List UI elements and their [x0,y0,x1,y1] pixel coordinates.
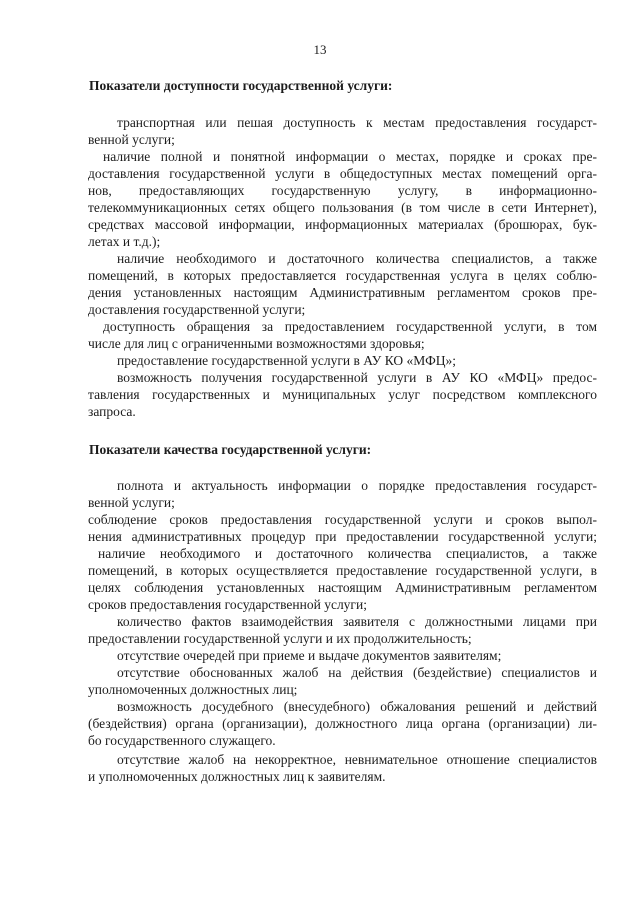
text-line: дения установленных настоящим Административным регламентом сроков пре- [88,285,597,300]
text-line: отсутствие очередей при приеме и выдаче документов заявителям; [117,648,502,663]
text-line: помещений, в которых осуществляется предоставление государственной услуги, в [88,563,597,578]
text-line: предоставление государственной услуги в АУ КО «МФЦ»; [117,353,457,368]
text-line: наличие необходимого и достаточного количества специалистов, а также [98,546,597,561]
text-line: уполномоченных должностных лиц; [88,682,298,697]
text-line: количество фактов взаимодействия заявителя с должностными лицами при [117,614,597,629]
text-line: помещений, в которых предоставляется государственная услуга в целях соблю- [88,268,597,283]
text-line: (бездействия) органа (организации), должностного лица органа (организации) ли- [88,716,597,731]
text-line: транспортная или пешая доступность к местам предоставления государст- [117,115,597,130]
text-line: доставления государственной услуги; [88,302,306,317]
text-line: отсутствие обоснованных жалоб на действия (бездействие) специалистов и [117,665,597,680]
text-line: нов, предоставляющих государственную услугу, в информационно- [88,183,597,198]
section-heading-accessibility: Показатели доступности государственной услуги: [89,78,393,93]
text-line: возможность досудебного (внесудебного) обжалования решений и действий [117,699,597,714]
text-line: запроса. [88,404,136,419]
text-line: целях соблюдения установленных настоящим Административным регламентом [88,580,597,595]
text-line: телекоммуникационных сетях общего пользования (в том числе в сети Интернет), [88,200,597,215]
text-line: средствах массовой информации, информационных материалах (брошюрах, бук- [88,217,597,232]
text-line: числе для лиц с ограниченными возможностями здоровья; [88,336,425,351]
text-line: и уполномоченных должностных лиц к заявителям. [88,769,386,784]
section-heading-quality: Показатели качества государственной услуги: [89,442,372,457]
text-line: наличие необходимого и достаточного количества специалистов, а также [117,251,597,266]
text-line: доступность обращения за предоставлением государственной услуги, в том [103,319,597,334]
text-line: соблюдение сроков предоставления государственной услуги и сроков выпол- [88,512,597,527]
text-line: предоставлении государственной услуги и их продолжительность; [88,631,472,646]
text-line: отсутствие жалоб на некорректное, невнимательное отношение специалистов [117,752,597,767]
page-number: 13 [313,42,327,57]
text-line: наличие полной и понятной информации о местах, порядке и сроках пре- [103,149,597,164]
text-line: венной услуги; [88,495,175,510]
text-line: доставления государственной услуги в общедоступных местах помещений орга- [88,166,597,181]
text-line: возможность получения государственной услуги в АУ КО «МФЦ» предос- [117,370,597,385]
text-line: нения административных процедур при предоставлении государственной услуги; [88,529,597,544]
text-line: полнота и актуальность информации о порядке предоставления государст- [117,478,597,493]
text-line: бо государственного служащего. [88,733,276,748]
text-line: венной услуги; [88,132,175,147]
text-line: летах и т.д.); [88,234,161,249]
text-line: тавления государственных и муниципальных услуг посредством комплексного [88,387,597,402]
text-line: сроков предоставления государственной услуги; [88,597,367,612]
